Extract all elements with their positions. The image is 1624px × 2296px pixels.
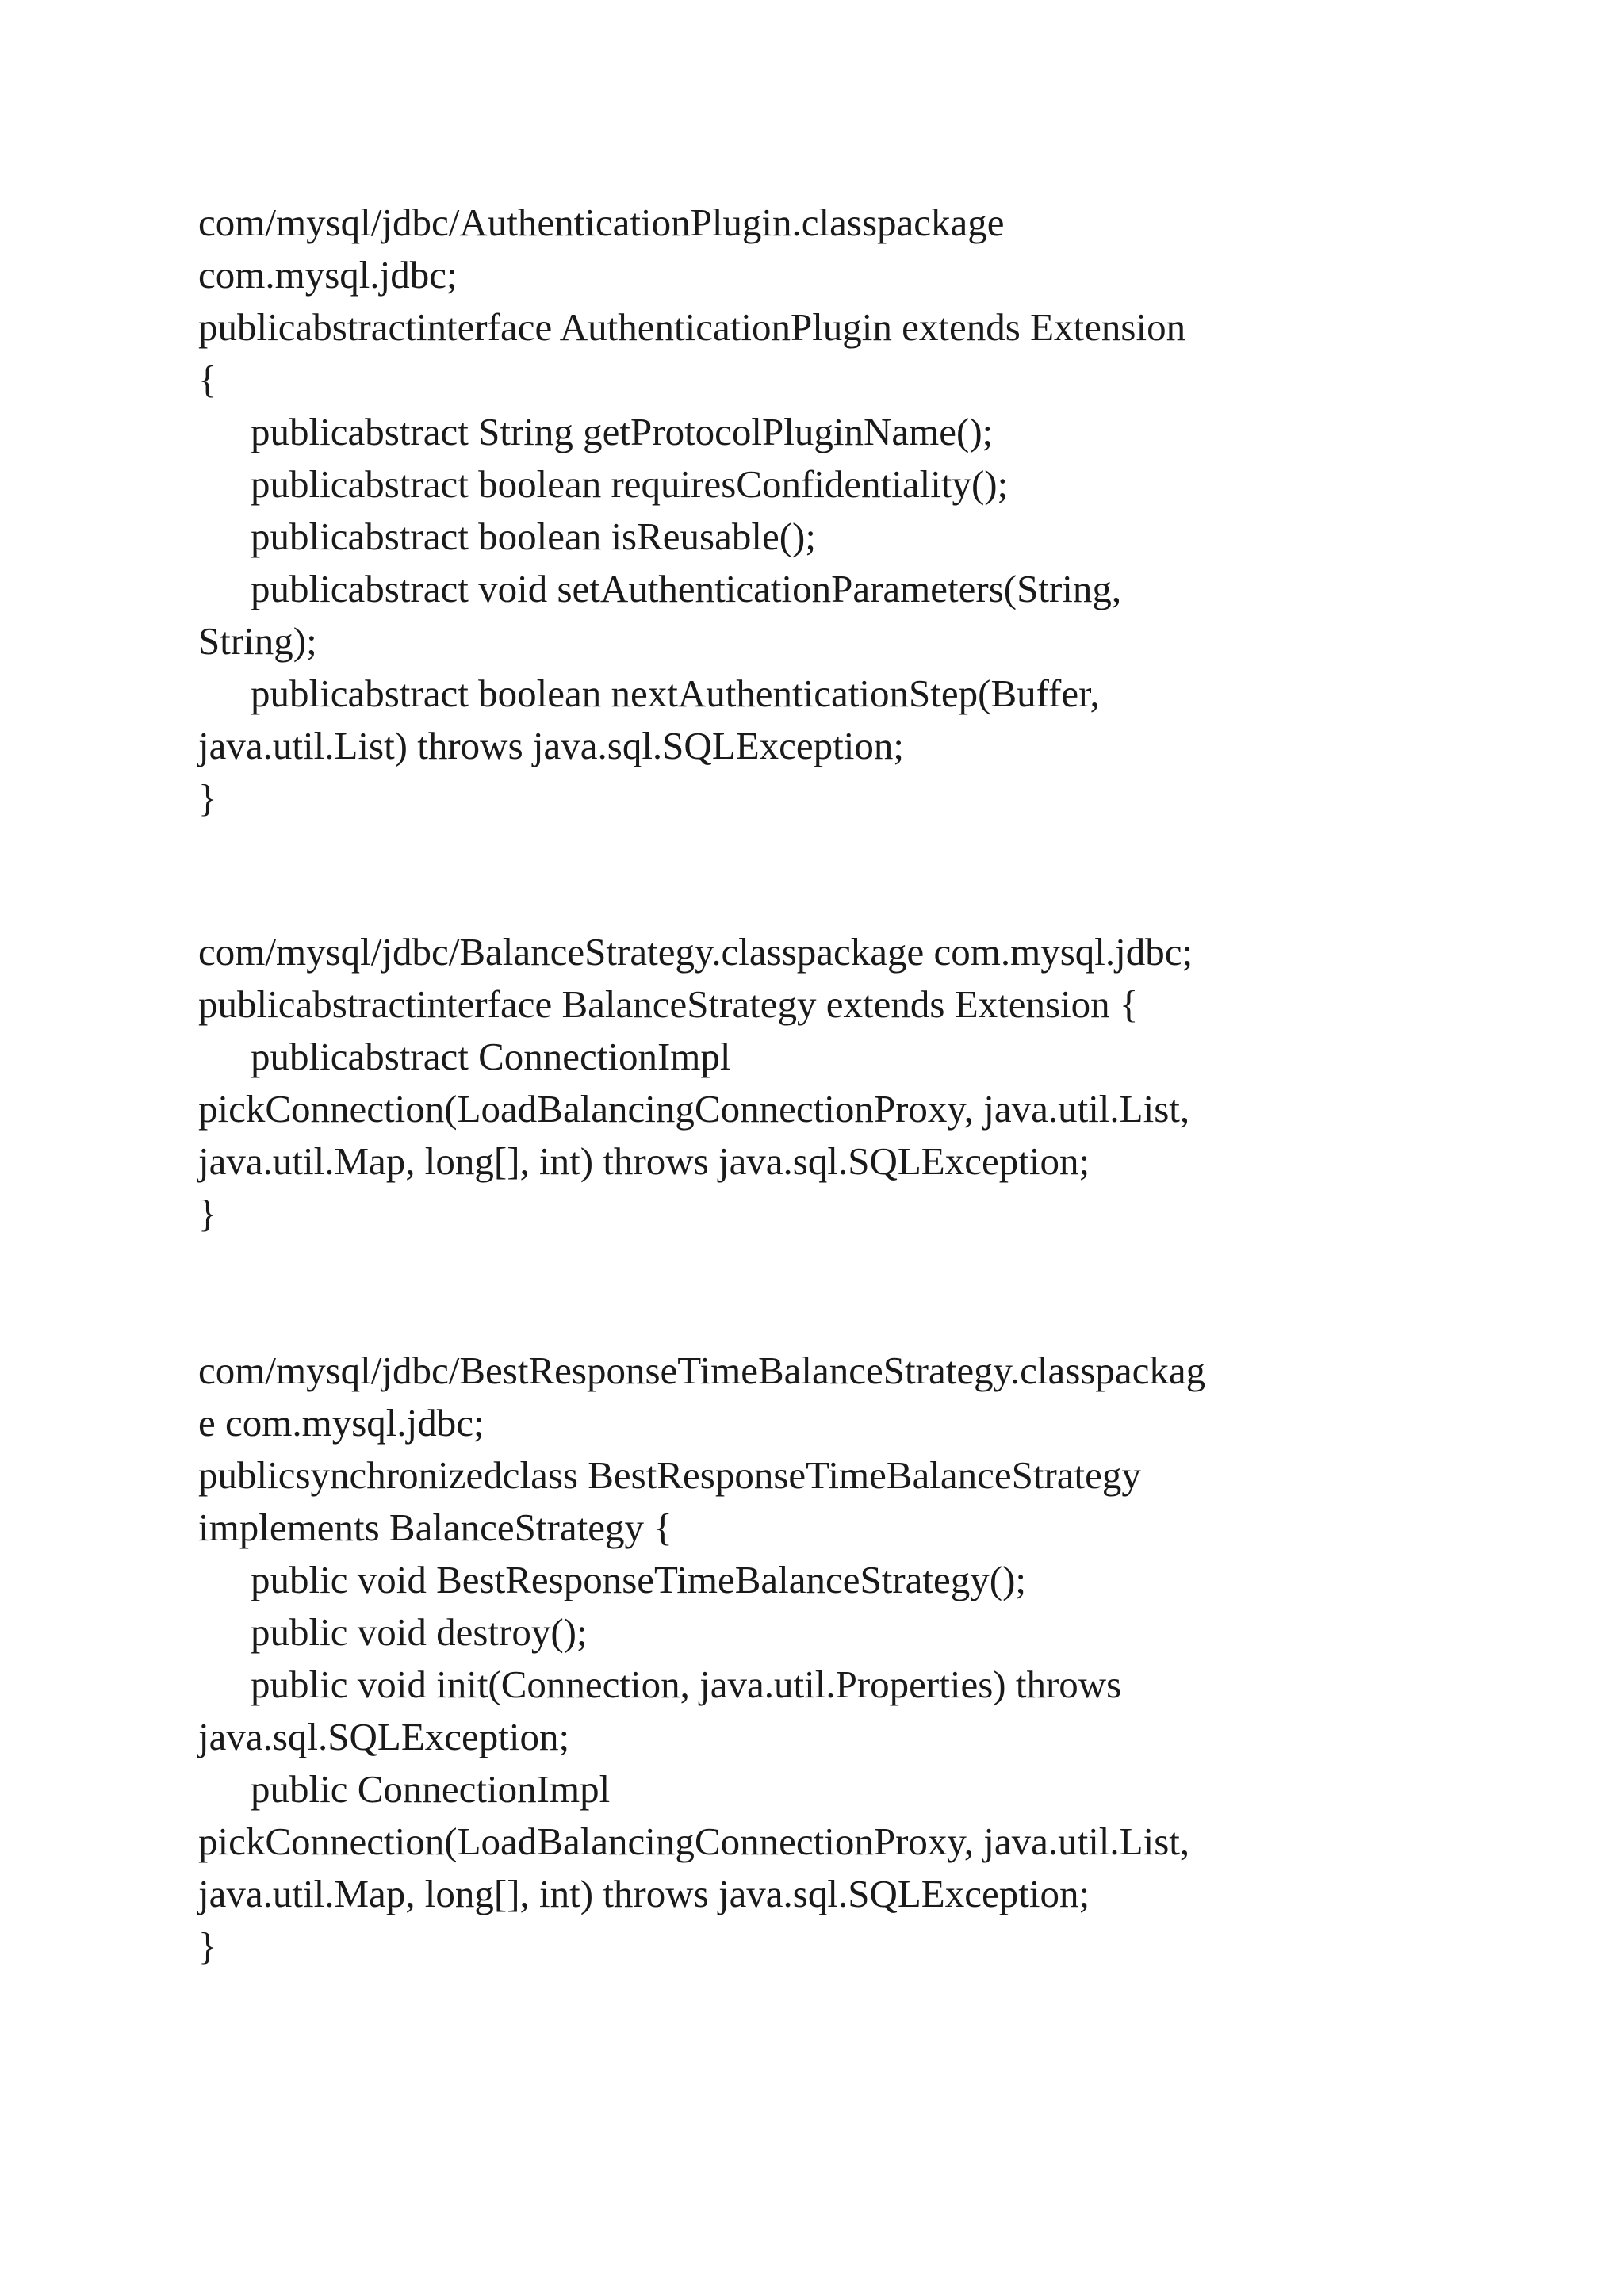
authentication-plugin-section xyxy=(198,197,1467,825)
package-line: e com.mysql.jdbc; xyxy=(198,1401,485,1445)
class-declaration-line: publicsynchronizedclass BestResponseTimeBalanceStrategy xyxy=(198,1453,1141,1497)
method-line: publicabstract void setAuthenticationParameters(String, xyxy=(251,567,1122,610)
class-path-line: com/mysql/jdbc/BalanceStrategy.classpackage com.mysql.jdbc; xyxy=(198,930,1193,974)
method-continuation-line: java.util.Map, long[], int) throws java.sql.SQLException; xyxy=(198,1139,1090,1183)
method-continuation-line: java.util.Map, long[], int) throws java.sql.SQLException; xyxy=(198,1872,1090,1915)
close-brace-line: } xyxy=(198,776,217,820)
method-line: public void BestResponseTimeBalanceStrategy(); xyxy=(251,1558,1027,1601)
close-brace-line: } xyxy=(198,1924,217,1968)
method-line: publicabstract ConnectionImpl xyxy=(251,1035,731,1078)
open-brace-line: { xyxy=(198,358,217,401)
interface-declaration-line: publicabstractinterface BalanceStrategy extends Extension { xyxy=(198,982,1139,1026)
method-continuation-line: pickConnection(LoadBalancingConnectionProxy, java.util.List, xyxy=(198,1820,1190,1863)
method-continuation-line: java.util.List) throws java.sql.SQLException; xyxy=(198,724,905,767)
method-line: publicabstract boolean requiresConfidentiality(); xyxy=(251,462,1009,506)
package-line: com.mysql.jdbc; xyxy=(198,253,458,297)
method-line: public void init(Connection, java.util.Properties) throws xyxy=(251,1663,1122,1706)
method-line: public void destroy(); xyxy=(251,1610,588,1654)
close-brace-line: } xyxy=(198,1192,217,1235)
class-declaration-continuation-line: implements BalanceStrategy { xyxy=(198,1506,672,1549)
interface-declaration-line: publicabstractinterface AuthenticationPlugin extends Extension xyxy=(198,305,1186,349)
balance-strategy-section xyxy=(198,926,1467,1240)
method-continuation-line: pickConnection(LoadBalancingConnectionProxy, java.util.List, xyxy=(198,1087,1190,1131)
method-continuation-line: String); xyxy=(198,619,317,663)
method-line: public ConnectionImpl xyxy=(251,1767,611,1811)
class-path-line: com/mysql/jdbc/AuthenticationPlugin.classpackage xyxy=(198,201,1005,244)
best-response-time-section xyxy=(198,1345,1467,1973)
class-path-line: com/mysql/jdbc/BestResponseTimeBalanceStrategy.classpackag xyxy=(198,1349,1206,1392)
method-line: publicabstract String getProtocolPluginName(); xyxy=(251,410,994,453)
method-continuation-line: java.sql.SQLException; xyxy=(198,1715,570,1758)
method-line: publicabstract boolean nextAuthenticationStep(Buffer, xyxy=(251,672,1100,715)
method-line: publicabstract boolean isReusable(); xyxy=(251,515,816,558)
